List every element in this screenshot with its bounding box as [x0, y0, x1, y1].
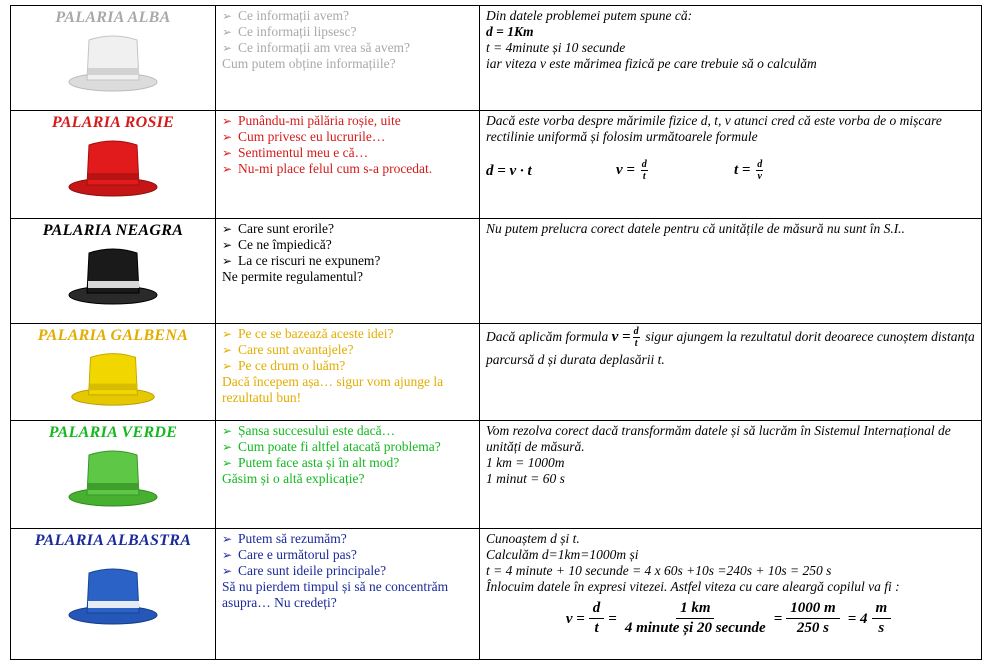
list-item: ➢ Punându-mi pălăria roșie, uite [222, 113, 473, 129]
final-equation [486, 599, 975, 638]
list-item: ➢ Care e următorul pas? [222, 547, 473, 563]
denominator: t [594, 620, 599, 636]
table-row-red [11, 111, 982, 219]
answer-line: Calculăm d=1km=1000m și [486, 547, 639, 562]
denominator: t [642, 171, 646, 182]
hat-title: PALARIA VERDE [48, 424, 178, 441]
answer-cell [480, 219, 982, 324]
numerator: d [589, 599, 605, 619]
numerator: d [641, 159, 647, 170]
list-item: ➢ Care sunt avantajele? [222, 342, 473, 358]
fraction [786, 599, 839, 638]
answer-line: Cunoaștem d și t. [486, 531, 580, 546]
list-item: ➢ Șansa succesului este dacă… [222, 423, 473, 439]
formula-time [734, 159, 765, 182]
answer-text: sigur ajungem la rezultatul dorit deoarece cunoștem distanța parcursă d și durata deplasării t. [486, 329, 975, 368]
list-item: ➢ Putem face asta și în alt mod? [222, 455, 473, 471]
extra-question: Cum putem obține informațiile? [222, 56, 396, 71]
fraction [621, 599, 770, 638]
hat-title: PALARIA ROSIE [51, 114, 175, 131]
questions-cell [216, 219, 480, 324]
formula-speed [616, 159, 734, 182]
extra-question: Găsim și o altă explicație? [222, 471, 365, 486]
hat-cell [11, 6, 216, 111]
list-item: ➢ Nu-mi place felul cum s-a procedat. [222, 161, 473, 177]
question-list [222, 221, 473, 269]
table-row-white [11, 6, 982, 111]
answer-line: Vom rezolva corect dacă transformăm datele și să lucrăm în Sistemul Internațional de unități de măsură. [486, 423, 951, 454]
list-item: ➢ Ce informații avem? [222, 8, 473, 24]
equals-sign: = [608, 610, 617, 627]
fraction [633, 326, 640, 349]
denominator: s [878, 620, 885, 636]
answer-line: t = 4 minute + 10 secunde = 4 x 60s +10s =240s + 10s = 250 s [486, 563, 832, 578]
question-list [222, 8, 473, 56]
list-item: ➢ Ce informații am vrea să avem? [222, 40, 473, 56]
denominator: v [757, 171, 762, 182]
answer-text: Dacă aplicăm formula [486, 329, 609, 344]
table-row-green [11, 421, 982, 529]
formula-row [486, 159, 975, 182]
formula-label: v = [611, 329, 631, 345]
white-hat-icon [65, 30, 161, 94]
formula-speed [611, 326, 646, 350]
black-hat-icon [65, 243, 161, 307]
answer-line: Din datele problemei putem spune că: [486, 8, 693, 23]
formula-label: t = [734, 161, 751, 178]
list-item: ➢ Care sunt ideile principale? [222, 563, 473, 579]
denominator: 4 minute și 20 secunde [624, 620, 766, 636]
questions-cell [216, 6, 480, 111]
answer-line: Nu putem prelucra corect datele pentru că unitățile de măsură nu sunt în S.I.. [486, 221, 905, 236]
hat-cell [11, 529, 216, 660]
table-row-yellow [11, 324, 982, 421]
hat-cell [11, 421, 216, 529]
answer-cell [480, 421, 982, 529]
extra-question: Dacă începem așa… sigur vom ajunge la rezultatul bun! [222, 374, 444, 405]
numerator: m [872, 599, 892, 619]
hat-title: PALARIA GALBENA [37, 327, 189, 344]
question-list [222, 423, 473, 471]
extra-question: Să nu pierdem timpul și să ne concentrăm asupra… Nu credeți? [222, 579, 449, 610]
green-hat-icon [65, 445, 161, 509]
hat-title: PALARIA ALBA [55, 9, 171, 26]
fraction [756, 159, 763, 182]
hat-cell [11, 219, 216, 324]
answer-cell [480, 529, 982, 660]
six-hats-table [10, 5, 982, 660]
question-list [222, 326, 473, 374]
yellow-hat-icon [65, 348, 161, 408]
answer-line: t = 4minute și 10 secunde [486, 40, 626, 55]
list-item: ➢ Ce informații lipsesc? [222, 24, 473, 40]
numerator: d [757, 159, 763, 170]
fraction [589, 599, 605, 638]
list-item: ➢ Pe ce drum o luăm? [222, 358, 473, 374]
blue-hat-icon [65, 563, 161, 627]
list-item: ➢ Ce ne împiedică? [222, 237, 473, 253]
red-hat-icon [65, 135, 161, 199]
table-row-blue [11, 529, 982, 660]
equals-result: = 4 [847, 610, 868, 627]
answer-cell [480, 324, 982, 421]
numerator: 1 km [676, 599, 714, 619]
question-list [222, 531, 473, 579]
list-item: ➢ La ce riscuri ne expunem? [222, 253, 473, 269]
answer-line: Dacă este vorba despre mărimile fizice d, t, v atunci cred că este vorba de o mișcare rectilinie uniformă și folosim următoarele formule [486, 113, 942, 144]
questions-cell [216, 529, 480, 660]
list-item: ➢ Pe ce se bazează aceste idei? [222, 326, 473, 342]
hat-cell [11, 324, 216, 421]
answer-cell [480, 6, 982, 111]
numerator: 1000 m [786, 599, 839, 619]
hat-cell [11, 111, 216, 219]
formula-distance: d = v · t [486, 162, 532, 179]
list-item: ➢ Cum privesc eu lucrurile… [222, 129, 473, 145]
extra-question: Ne permite regulamentul? [222, 269, 363, 284]
hat-title: PALARIA ALBASTRA [34, 532, 192, 549]
formula-label: v = [565, 610, 585, 627]
answer-line: 1 km = 1000m [486, 455, 565, 470]
answer-cell [480, 111, 982, 219]
list-item: ➢ Cum poate fi altfel atacată problema? [222, 439, 473, 455]
denominator: t [634, 338, 638, 350]
list-item: ➢ Sentimentul meu e că… [222, 145, 473, 161]
formula-label: v = [616, 161, 635, 178]
denominator: 250 s [796, 620, 830, 636]
questions-cell [216, 111, 480, 219]
list-item: ➢ Putem să rezumăm? [222, 531, 473, 547]
fraction [872, 599, 892, 638]
hat-title: PALARIA NEAGRA [42, 222, 184, 239]
list-item: ➢ Care sunt erorile? [222, 221, 473, 237]
answer-line: d = 1Km [486, 24, 534, 39]
answer-line: iar viteza v este mărimea fizică pe care trebuie să o calculăm [486, 56, 817, 71]
questions-cell [216, 324, 480, 421]
equals-sign: = [773, 610, 783, 627]
numerator: d [633, 326, 639, 338]
questions-cell [216, 421, 480, 529]
table-row-black [11, 219, 982, 324]
answer-line: Înlocuim datele în expresi vitezei. Astfel viteza cu care aleargă copilul va fi : [486, 579, 900, 594]
question-list [222, 113, 473, 177]
fraction [641, 159, 648, 182]
answer-line: 1 minut = 60 s [486, 471, 565, 486]
